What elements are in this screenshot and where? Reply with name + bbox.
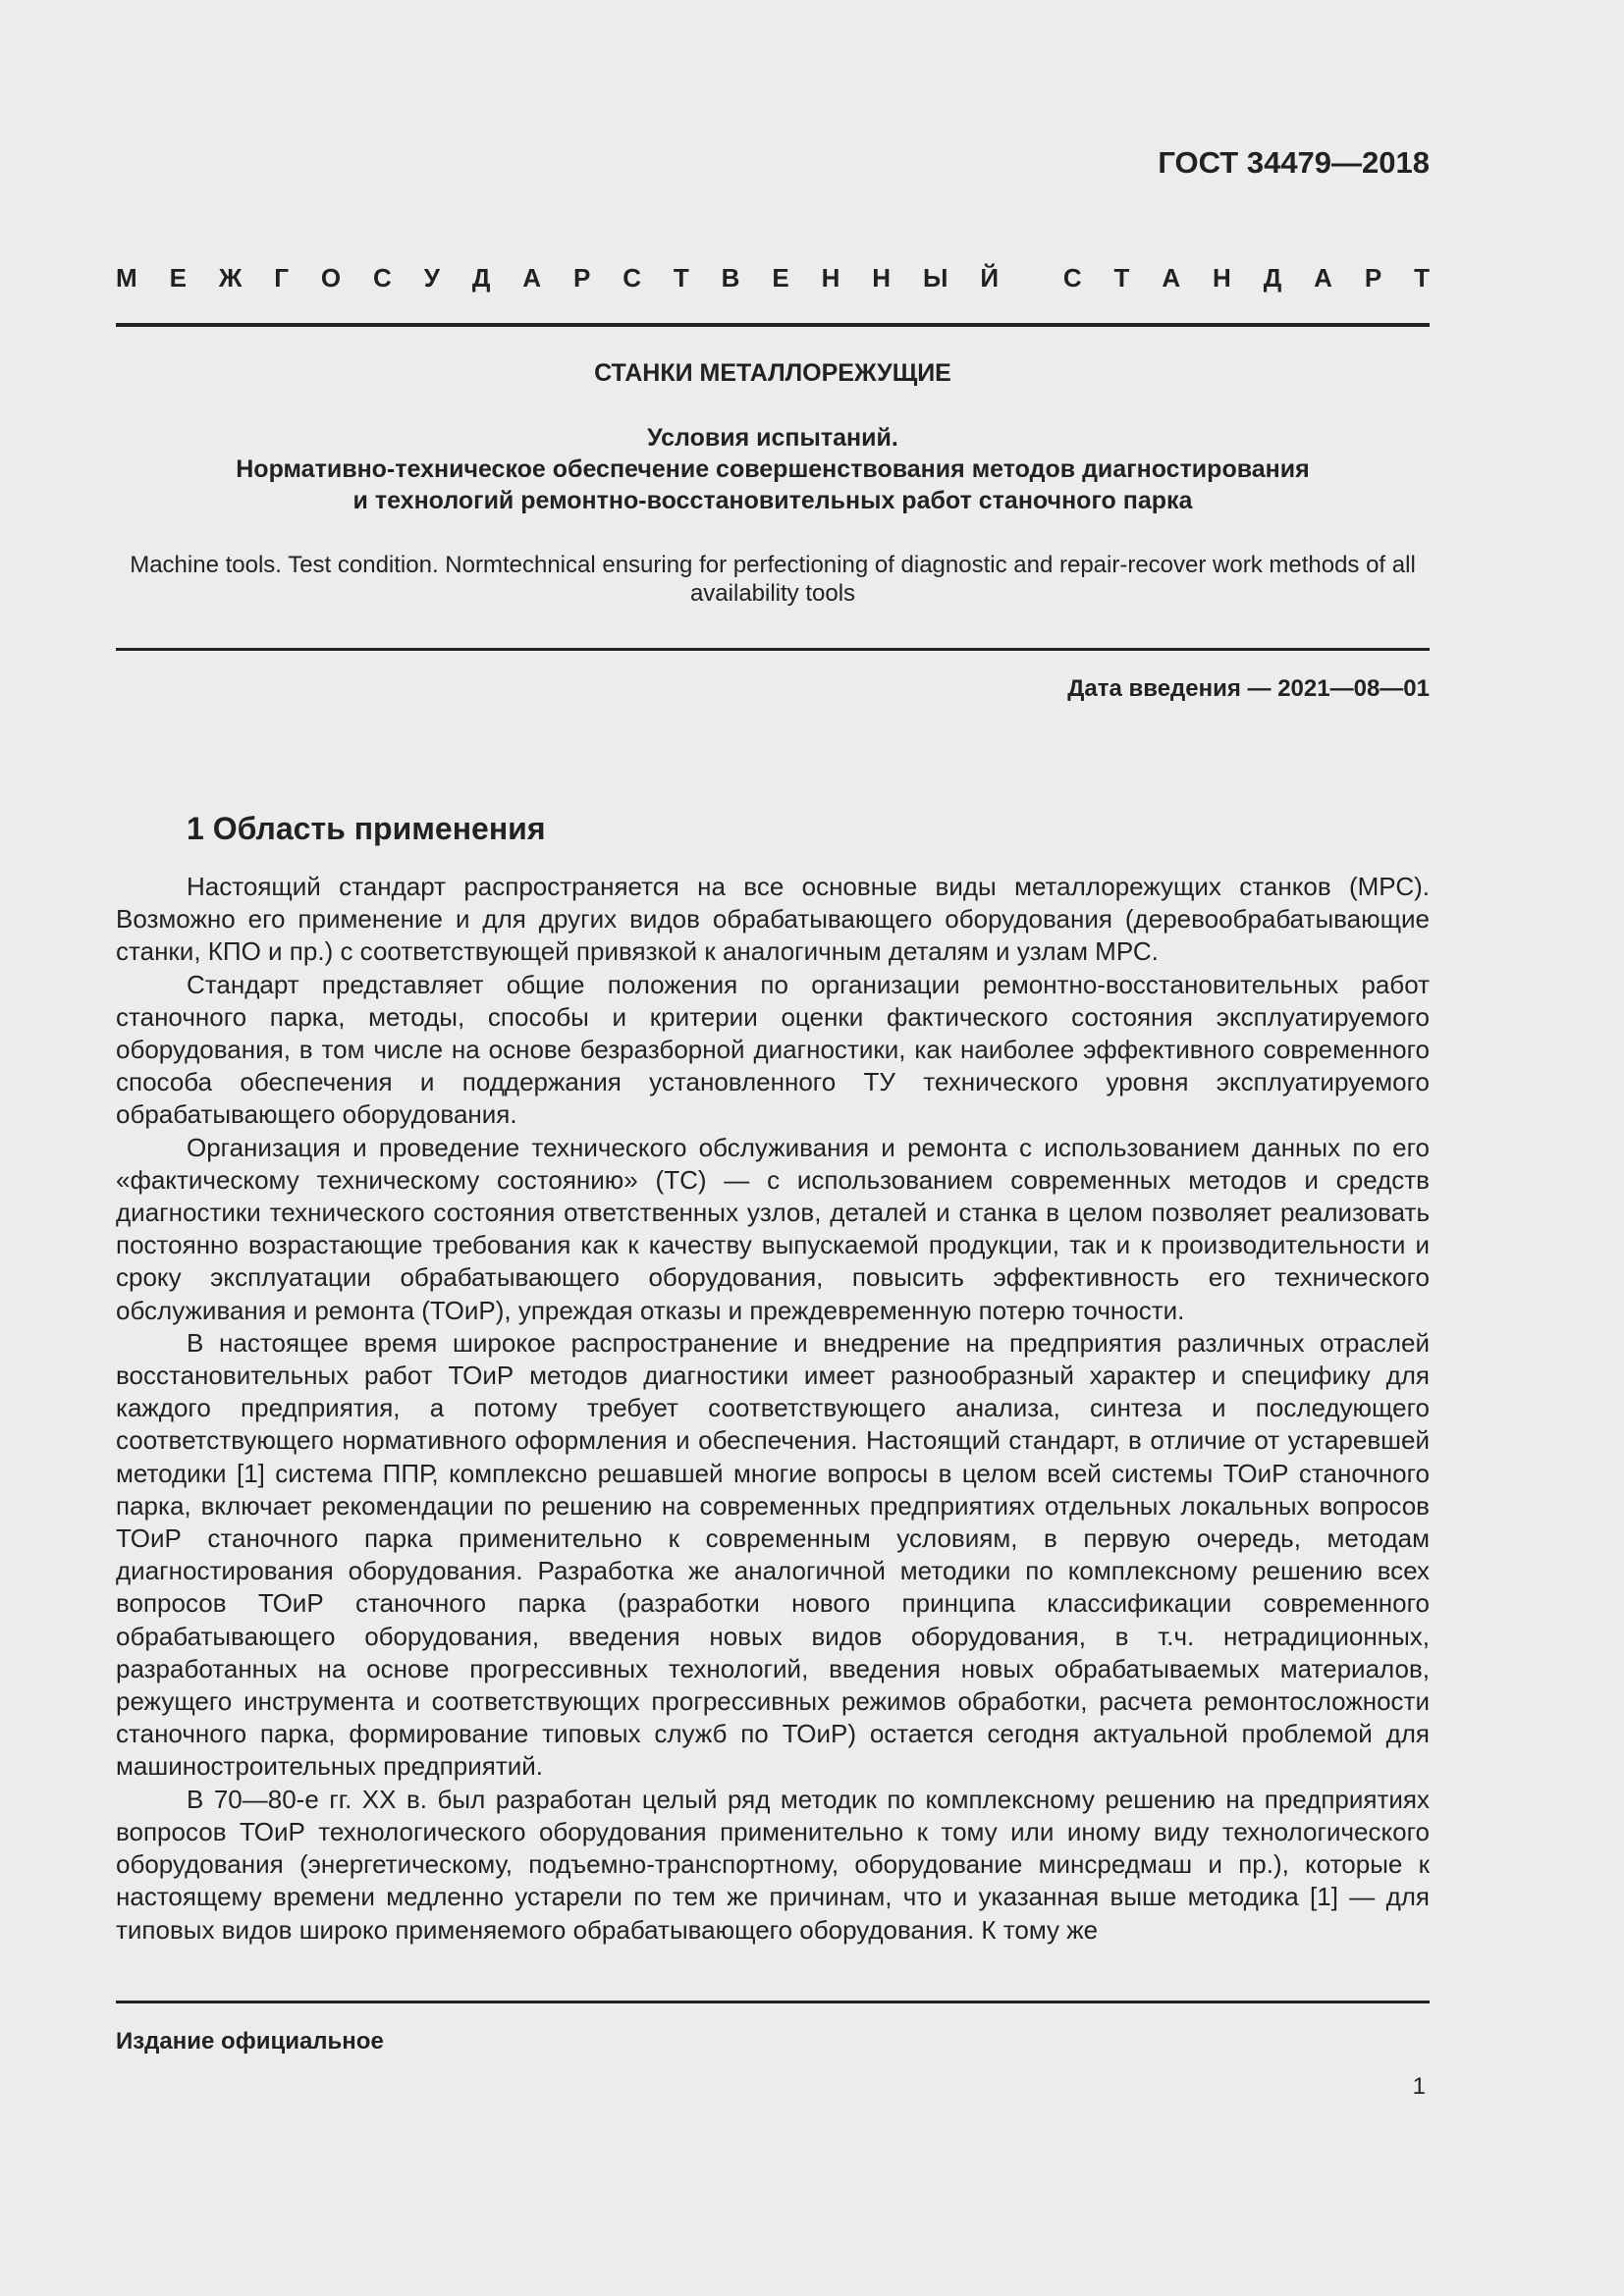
heading-letter: Е bbox=[169, 263, 187, 293]
heading-letter: Н bbox=[872, 263, 892, 293]
heading-letter: В bbox=[721, 263, 740, 293]
heading-letter: М bbox=[116, 263, 137, 293]
heading-letter: Т bbox=[673, 263, 689, 293]
paragraph: В настоящее время широкое распространение и внедрение на предприятия различных отраслей восстановительных работ ТОиР методов диагностики имеет разнообразный характер и специфику для каждого предприятия, а потому требует соответствующего анализа, синтеза и последующего соответствующего нормативного оформления и обеспечения. Настоящий стандарт, в отличие от устаревшей методики [1] система ППР, комплексно решавшей многие вопросы в целом всей системы ТОиР станочного парка, включает рекомендации по решению на современных предприятиях отдельных локальных вопросов ТОиР станочного парка применительно к современным условиям, в первую очередь, методам диагностирования оборудования. Разработка же аналогичной методики по комплексному решению всех вопросов ТОиР станочного парка (разработки нового принципа классификации современного обрабатывающего оборудования, введения новых видов оборудования, в т.ч. нетрадиционных, разработанных на основе прогрессивных технологий, введения новых обрабатываемых материалов, режущего инструмента и соответствующих прогрессивных режимов обработки, расчета ремонтосложности станочного парка, формирование типовых служб по ТОиР) остается сегодня актуальной проблемой для машиностроительных предприятий. bbox=[116, 1327, 1430, 1782]
heading-letter: А bbox=[1314, 263, 1332, 293]
standard-kind-heading bbox=[116, 263, 1430, 294]
heading-letter: Й bbox=[980, 263, 1000, 293]
heading-letter: Н bbox=[821, 263, 840, 293]
section-body bbox=[116, 871, 1430, 1947]
heading-letter: С bbox=[373, 263, 392, 293]
heading-letter: Н bbox=[1213, 263, 1231, 293]
title-divider bbox=[116, 648, 1430, 651]
heading-letter: Д bbox=[1263, 263, 1282, 293]
heading-letter: О bbox=[320, 263, 342, 293]
section-heading: 1 Область применения bbox=[187, 811, 546, 846]
heading-letter: С bbox=[623, 263, 641, 293]
heading-letter: Т bbox=[1113, 263, 1130, 293]
document-page bbox=[116, 0, 1430, 2296]
heading-letter: А bbox=[522, 263, 542, 293]
paragraph: Организация и проведение технического обслуживания и ремонта с использованием данных по его «фактическому техническому состоянию» (ТС) — с использованием современных методов и средств диагностики технического состояния ответственных узлов, деталей и станка в целом позволяет реализовать постоянно возрастающие требования как к качеству выпускаемой продукции, так и к производительности и сроку эксплуатации обрабатывающего оборудования, повысить эффективность его технического обслуживания и ремонта (ТОиР), упреждая отказы и преждевременную потерю точности. bbox=[116, 1132, 1430, 1325]
document-subtitle bbox=[116, 422, 1430, 516]
footer-divider bbox=[116, 2001, 1430, 2003]
edition-label: Издание официальное bbox=[116, 2028, 384, 2055]
subtitle-line: Условия испытаний. bbox=[647, 424, 898, 452]
subtitle-line: Нормативно-техническое обеспечение совершенствования методов диагностирования bbox=[236, 455, 1310, 483]
heading-letter: Г bbox=[274, 263, 289, 293]
introduction-date: Дата введения — 2021—08—01 bbox=[1067, 675, 1430, 702]
heading-letter: Т bbox=[1414, 263, 1430, 293]
heading-letter: Р bbox=[572, 263, 591, 293]
english-title: Machine tools. Test condition. Normtechnical ensuring for perfectioning of diagnostic and repair-recover work methods of all availability tools bbox=[130, 552, 1416, 607]
paragraph: В 70—80-е гг. XX в. был разработан целый ряд методик по комплексному решению на предприятиях вопросов ТОиР технологического оборудования применительно к тому или иному виду технологического оборудования (энергетическому, подъемно-транспортному, оборудование минсредмаш и пр.), которые к настоящему времени медленно устарели по тем же причинам, что и указанная выше методика [1] — для типовых видов широко применяемого обрабатывающего оборудования. К тому же bbox=[116, 1784, 1430, 1945]
heading-letter: Ы bbox=[922, 263, 948, 293]
page-number: 1 bbox=[1412, 2073, 1426, 2100]
heading-letter: Е bbox=[772, 263, 789, 293]
heading-letter: А bbox=[1162, 263, 1181, 293]
paragraph: Стандарт представляет общие положения по организации ремонтно-восстановительных работ станочного парка, методы, способы и критерии оценки фактического состояния эксплуатируемого оборудования, в том числе на основе безразборной диагностики, как наиболее эффективного современного способа обеспечения и поддержания установленного ТУ технического уровня эксплуатируемого обрабатывающего оборудования. bbox=[116, 969, 1430, 1130]
heading-letter: Д bbox=[471, 263, 491, 293]
paragraph: Настоящий стандарт распространяется на все основные виды металлорежущих станков (МРС). Возможно его применение и для других видов обрабатывающего оборудования (деревообрабатывающие станки, КПО и пр.) с соответствующей привязкой к аналогичным деталям и узлам МРС. bbox=[116, 872, 1430, 967]
document-number: ГОСТ 34479—2018 bbox=[1158, 145, 1430, 180]
header-divider bbox=[116, 323, 1430, 327]
heading-letter: С bbox=[1062, 263, 1082, 293]
heading-letter: Р bbox=[1364, 263, 1382, 293]
subtitle-line: и технологий ремонтно-восстановительных работ станочного парка bbox=[352, 487, 1193, 514]
heading-letter: Ж bbox=[218, 263, 243, 293]
document-title: СТАНКИ МЕТАЛЛОРЕЖУЩИЕ bbox=[594, 359, 951, 387]
heading-letter: У bbox=[423, 263, 440, 293]
